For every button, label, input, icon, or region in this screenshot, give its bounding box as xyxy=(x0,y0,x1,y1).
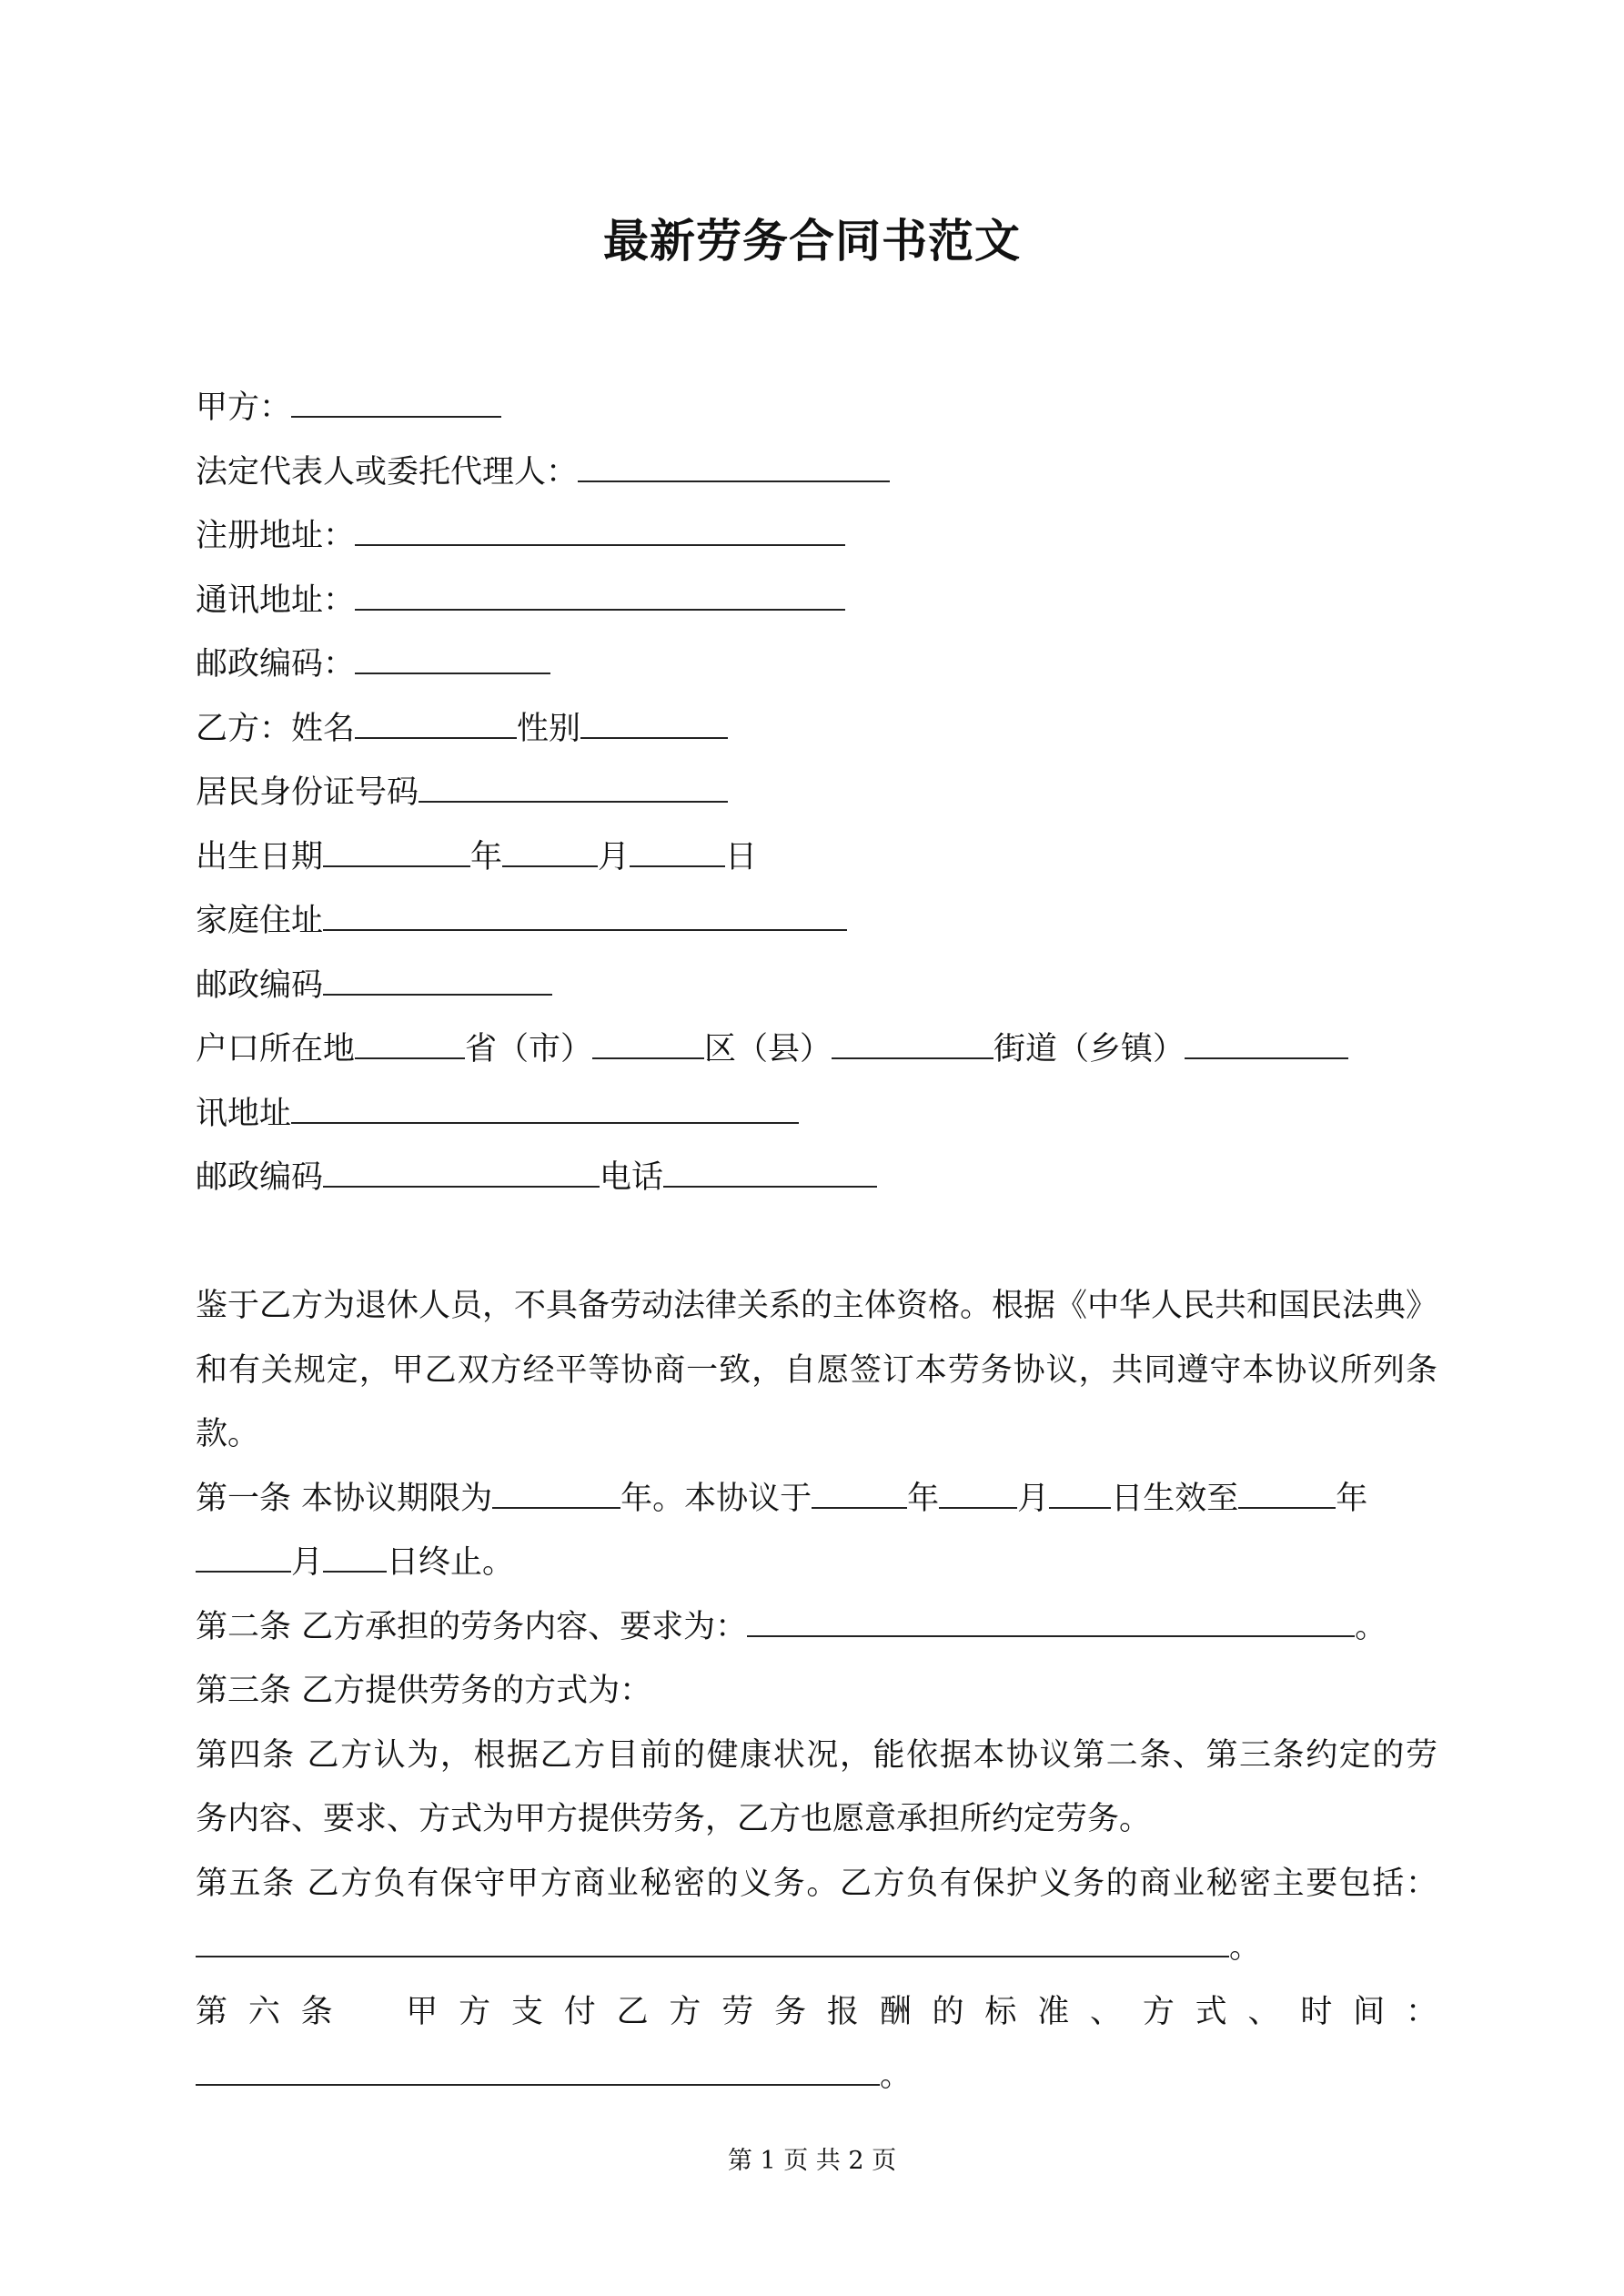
text: 日生效至 xyxy=(1111,1480,1239,1517)
preamble-line: 鉴于乙方为退休人员，不具备劳动法律关系的主体资格。根据《中华人民共和国民法典》 xyxy=(196,1288,1438,1324)
text: 日终止。 xyxy=(387,1544,515,1581)
document-title: 最新劳务合同书范文 xyxy=(603,214,1021,268)
label: 邮政编码 xyxy=(196,966,324,1004)
blank-field[interactable] xyxy=(291,392,501,418)
blank-field[interactable] xyxy=(578,457,890,482)
blank-field[interactable] xyxy=(419,777,728,803)
blank-field[interactable] xyxy=(832,1034,994,1059)
article-5: 第五条 乙方负有保守甲方商业秘密的义务。乙方负有保护义务的商业秘密主要包括： xyxy=(196,1865,1437,1902)
label: 月 xyxy=(598,838,630,875)
text: 年 xyxy=(907,1480,940,1517)
blank-field[interactable] xyxy=(196,2060,880,2086)
label: 邮政编码 xyxy=(196,1159,324,1196)
article-6: 第六条 甲方支付乙方劳务报酬的标准、方式、时间： xyxy=(196,1993,1437,2030)
blank-field[interactable] xyxy=(323,842,470,867)
blank-field[interactable] xyxy=(196,1547,291,1573)
birth-date-line xyxy=(196,825,1437,890)
blank-field[interactable] xyxy=(196,1932,1229,1957)
blank-field[interactable] xyxy=(323,1547,387,1573)
text: 月 xyxy=(291,1544,324,1581)
hukou-line xyxy=(196,1017,1437,1082)
page-number: 第 1 页 共 2 页 xyxy=(727,2147,897,2175)
blank-field[interactable] xyxy=(663,1162,877,1188)
label: 省（市） xyxy=(465,1031,593,1067)
text: 年 xyxy=(1336,1480,1368,1517)
blank-field[interactable] xyxy=(812,1483,907,1509)
text: 。 xyxy=(880,2058,913,2094)
text: 年。本协议于 xyxy=(620,1480,812,1517)
article-5-cont xyxy=(196,1916,1437,1980)
blank-field[interactable] xyxy=(291,1098,799,1124)
article-4: 第四条 乙方认为，根据乙方目前的健康状况，能依据本协议第二条、第三条约定的劳 xyxy=(196,1736,1437,1774)
mailing-address-line xyxy=(196,1082,1437,1147)
text: 第一条 本协议期限为 xyxy=(196,1480,493,1517)
article-4-cont: 务内容、要求、方式为甲方提供劳务，乙方也愿意承担所约定劳务。 xyxy=(196,1801,1152,1837)
blank-field[interactable] xyxy=(355,585,845,611)
blank-field[interactable] xyxy=(630,842,725,867)
text: 。 xyxy=(1355,1608,1387,1645)
text: 月 xyxy=(1017,1480,1050,1517)
blank-field[interactable] xyxy=(323,970,552,996)
article-1 xyxy=(196,1467,1437,1532)
article-3: 第三条 乙方提供劳务的方式为： xyxy=(196,1673,652,1709)
document-body xyxy=(196,376,1437,2109)
text: 。 xyxy=(1229,1929,1262,1966)
label: 通讯地址： xyxy=(196,582,356,619)
label: 日 xyxy=(725,838,758,875)
label: 法定代表人或委托代理人： xyxy=(196,453,579,491)
blank-field[interactable] xyxy=(323,1162,600,1188)
label: 出生日期 xyxy=(196,838,324,875)
blank-field[interactable] xyxy=(580,713,728,739)
article-6-cont xyxy=(196,2044,1437,2109)
label: 邮政编码： xyxy=(196,646,356,683)
postcode-line xyxy=(196,954,1437,1018)
blank-field[interactable] xyxy=(355,521,845,546)
postcode-line xyxy=(196,632,1437,697)
blank-field[interactable] xyxy=(355,649,550,674)
registered-address-line xyxy=(196,504,1437,569)
text: 第二条 乙方承担的劳务内容、要求为： xyxy=(196,1608,748,1645)
label: 街道（乡镇） xyxy=(994,1031,1185,1067)
blank-field[interactable] xyxy=(355,713,517,739)
blank-field[interactable] xyxy=(592,1034,704,1059)
label: 甲方： xyxy=(196,389,292,426)
label: 家庭住址 xyxy=(196,903,324,939)
home-address-line xyxy=(196,889,1437,954)
party-a-line xyxy=(196,376,1437,440)
blank-field[interactable] xyxy=(1049,1483,1111,1509)
postcode-phone-line xyxy=(196,1146,1437,1210)
blank-field[interactable] xyxy=(492,1483,620,1509)
party-b-line xyxy=(196,697,1437,762)
label: 性别 xyxy=(517,710,581,747)
blank-field[interactable] xyxy=(323,905,847,931)
id-number-line xyxy=(196,761,1437,825)
blank-field[interactable] xyxy=(1185,1034,1348,1059)
label: 户口所在地 xyxy=(196,1031,356,1067)
article-1-cont xyxy=(196,1531,1437,1595)
label: 电话 xyxy=(600,1159,664,1196)
blank-field[interactable] xyxy=(355,1034,465,1059)
preamble-line: 和有关规定，甲乙双方经平等协商一致，自愿签订本劳务协议，共同遵守本协议所列条 xyxy=(196,1351,1437,1389)
preamble-line: 款。 xyxy=(196,1416,260,1452)
label: 年 xyxy=(470,838,503,875)
label: 乙方：姓名 xyxy=(196,710,356,747)
label: 注册地址： xyxy=(196,518,356,554)
blank-field[interactable] xyxy=(1238,1483,1336,1509)
article-2 xyxy=(196,1595,1437,1660)
label: 区（县） xyxy=(704,1031,832,1067)
blank-field[interactable] xyxy=(502,842,598,867)
blank-field[interactable] xyxy=(747,1612,1355,1637)
label: 居民身份证号码 xyxy=(196,774,419,811)
representative-line xyxy=(196,440,1437,505)
mailing-address-line xyxy=(196,569,1437,633)
blank-field[interactable] xyxy=(939,1483,1017,1509)
label: 讯地址 xyxy=(196,1095,292,1132)
